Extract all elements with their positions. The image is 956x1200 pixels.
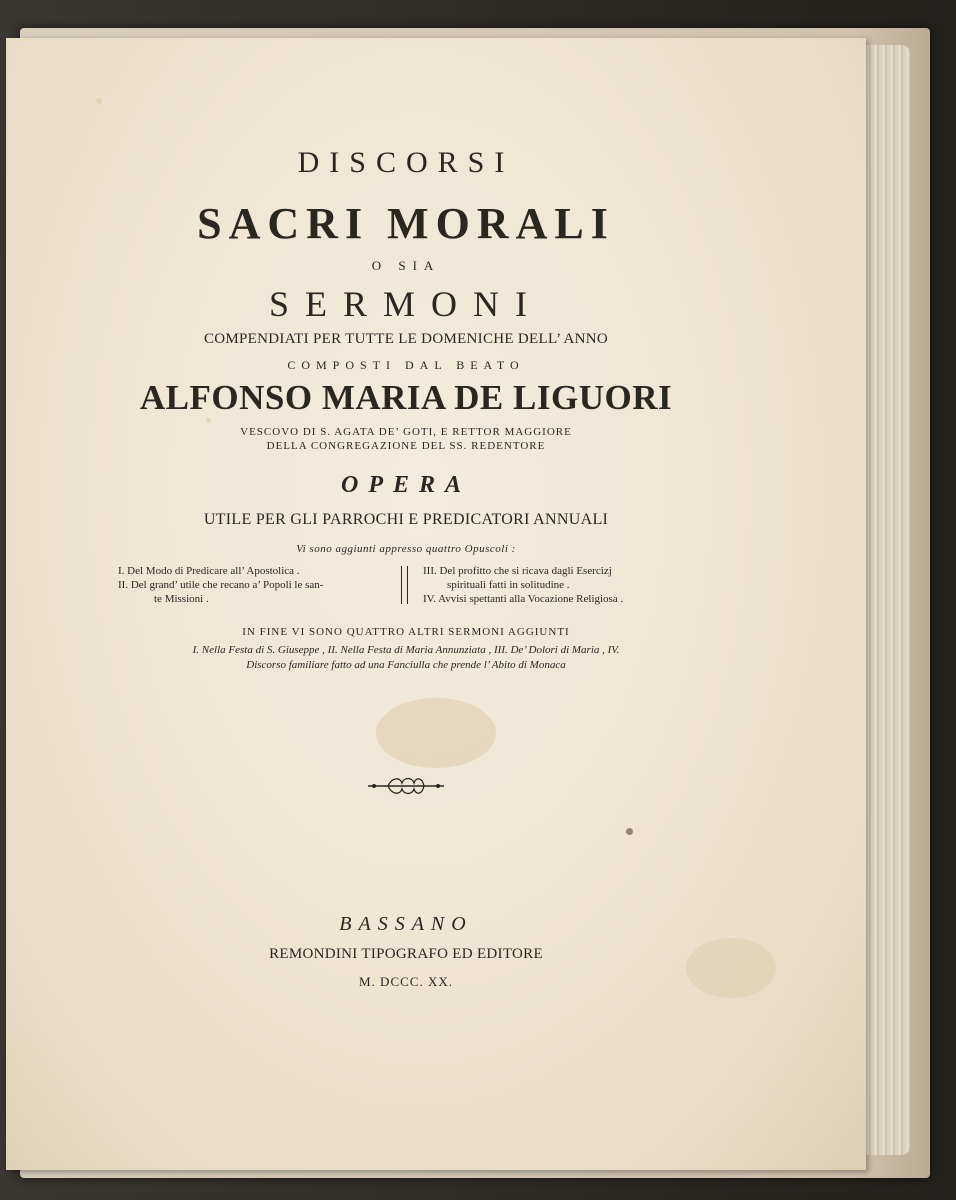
title-o-sia: O SIA (371, 258, 441, 273)
opera-description: UTILE PER GLI PARROCHI E PREDICATORI ANNUALI (203, 511, 609, 528)
infine-heading: IN FINE VI SONO QUATTRO ALTRI SERMONI AGGIUNTI (242, 626, 570, 638)
imprint-city: BASSANO (339, 913, 473, 935)
opuscolo-line: IV. Avvisi spettanti alla Vocazione Religiosa . (423, 593, 624, 605)
opuscoli-left-column (118, 564, 378, 606)
foxing-spot (626, 828, 633, 835)
author-titles (6, 425, 806, 453)
opera-heading: OPERA (340, 472, 471, 498)
foxing-spot (376, 698, 496, 768)
author-title-line-1: VESCOVO DI S. AGATA DE’ GOTI, E RETTOR MAGGIORE (240, 426, 572, 438)
opuscolo-line: I. Del Modo di Predicare all’ Apostolica . (118, 565, 300, 577)
sermoni-line-2: Discorso familiare fatto ad una Fanciulla che prende l’ Abito di Monaca (246, 659, 566, 671)
title-page (6, 38, 866, 1170)
opuscolo-line: spirituali fatti in solitudine . (447, 579, 570, 591)
opuscolo-line: te Missioni . (154, 593, 209, 605)
opuscolo-line: II. Del grand’ utile che recano a’ Popoli le san- (118, 579, 324, 591)
foxing-spot (96, 98, 102, 104)
opuscolo-line: III. Del profitto che si ricava dagli Esercizj (423, 565, 612, 577)
printer-ornament-icon (366, 773, 446, 803)
opuscoli-right-column (423, 564, 703, 606)
sermoni-line-1: I. Nella Festa di S. Giuseppe , II. Nella Festa di Maria Annunziata , III. De’ Dolori di Maria , IV. (192, 644, 620, 656)
imprint-year: M. DCCC. XX. (359, 974, 453, 989)
title-discorsi: DISCORSI (297, 146, 515, 179)
author-name: ALFONSO MARIA DE LIGUORI (139, 378, 673, 417)
opuscoli-list (118, 564, 698, 612)
imprint-publisher: REMONDINI TIPOGRAFO ED EDITORE (269, 946, 543, 962)
foxing-spot (206, 418, 211, 423)
subtitle-compendiati: COMPENDIATI PER TUTTE LE DOMENICHE DELL’ ANNO (203, 331, 609, 347)
title-sermoni: SERMONI (268, 284, 544, 324)
column-divider (401, 566, 408, 604)
opuscoli-intro: Vi sono aggiunti appresso quattro Opuscoli : (296, 543, 516, 555)
subtitle-composti: COMPOSTI DAL BEATO (287, 358, 525, 372)
title-sacri-morali: SACRI MORALI (197, 199, 615, 248)
author-title-line-2: DELLA CONGREGAZIONE DEL SS. REDENTORE (266, 440, 546, 452)
sermoni-aggiunti (6, 643, 806, 673)
